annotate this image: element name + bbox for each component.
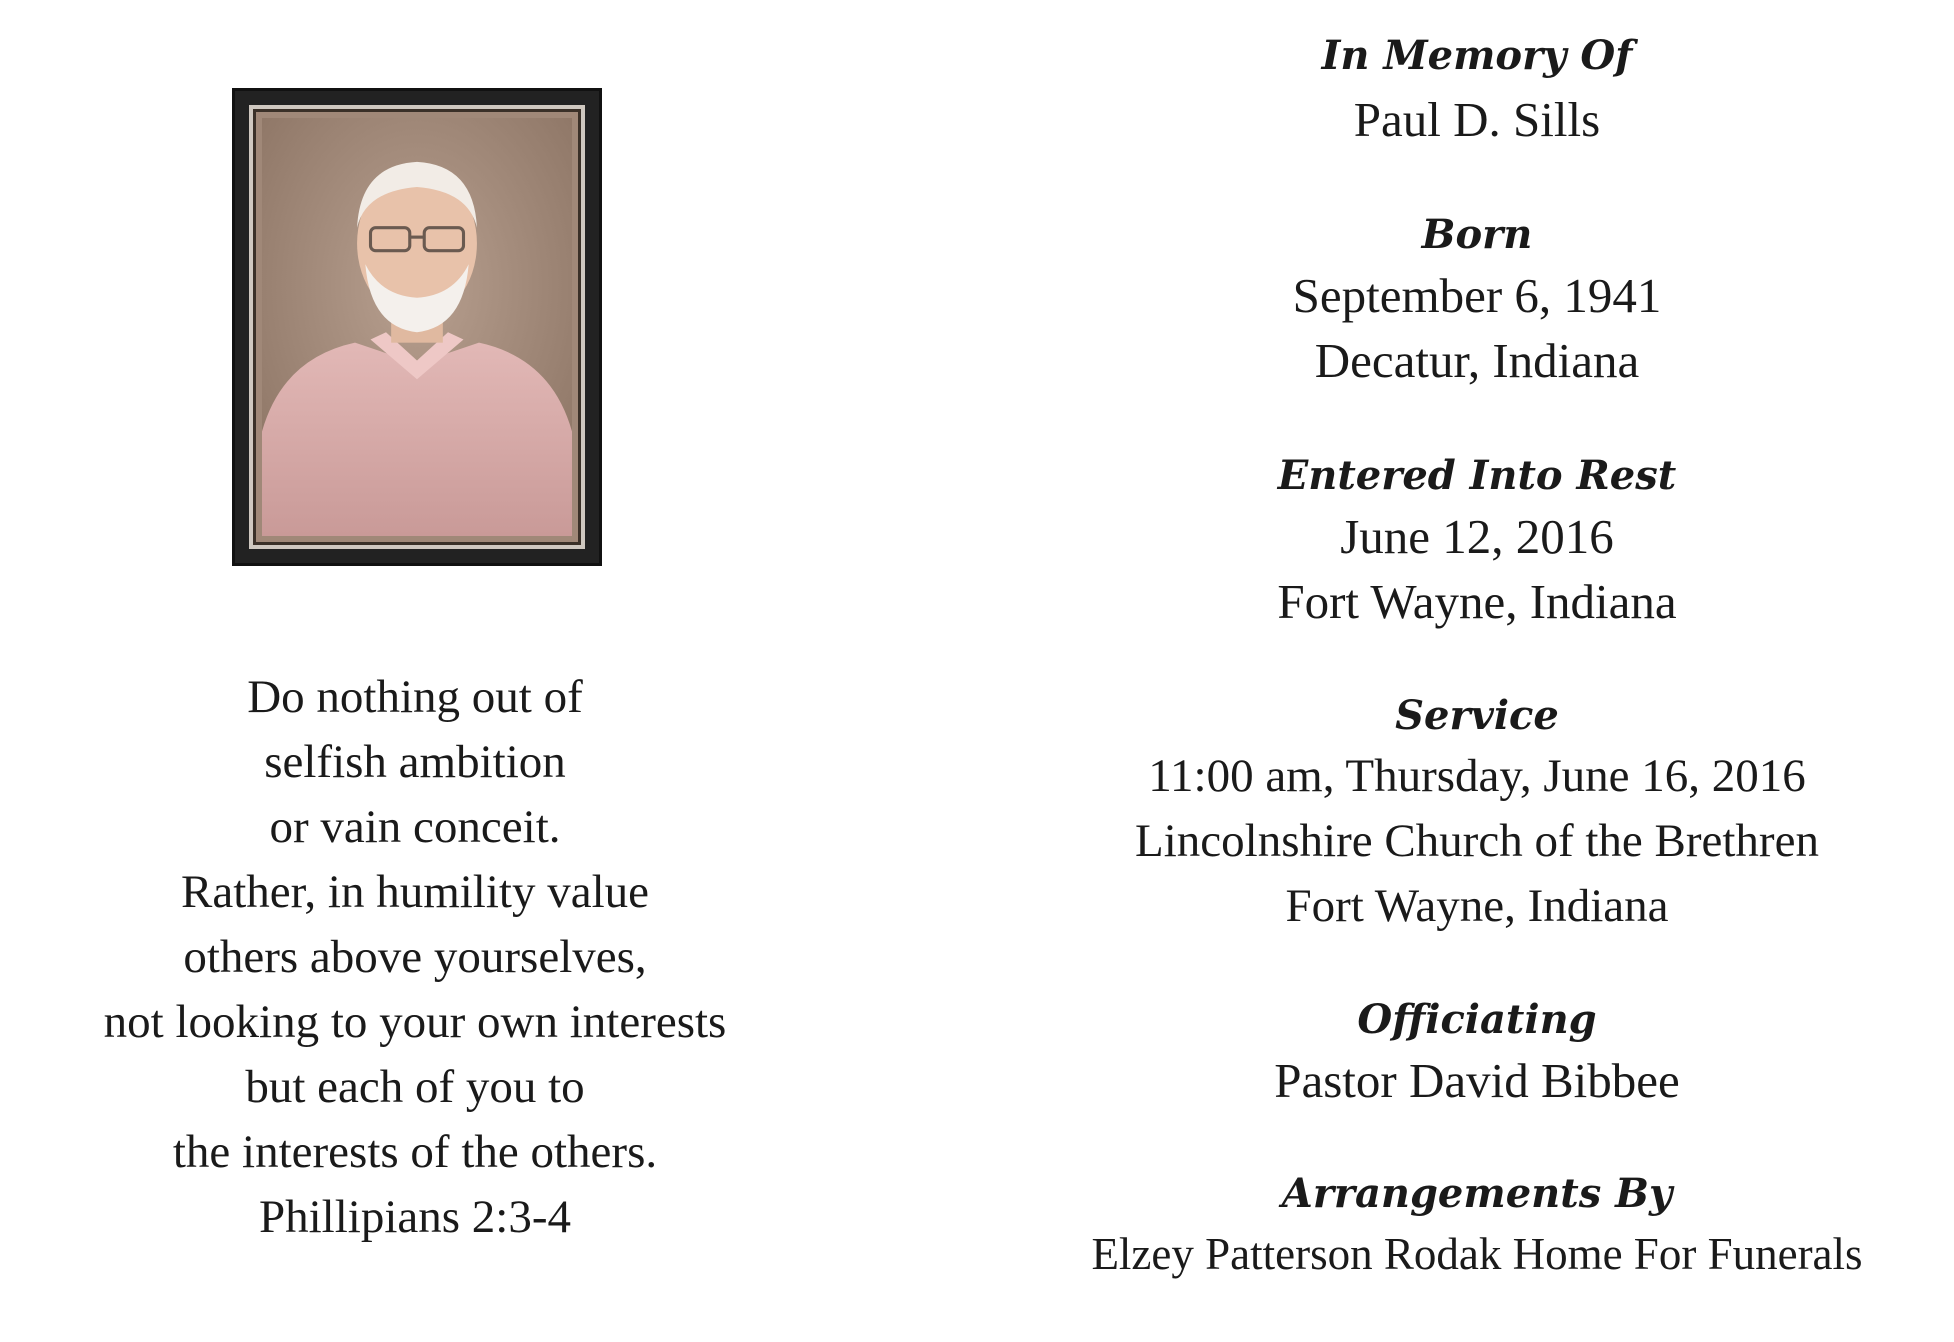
rest-place: Fort Wayne, Indiana	[1277, 574, 1677, 629]
right-panel	[1000, 0, 1954, 1342]
in-memory-heading: In Memory Of	[1321, 32, 1633, 79]
portrait-photo	[262, 118, 572, 536]
officiating-heading: Officiating	[1357, 996, 1597, 1043]
verse-line: the interests of the others.	[172, 1126, 658, 1178]
photo-frame	[232, 88, 602, 566]
deceased-name: Paul D. Sills	[1353, 92, 1601, 147]
verse-line: Rather, in humility value	[180, 866, 650, 918]
born-place: Decatur, Indiana	[1314, 333, 1640, 388]
service-time: 11:00 am, Thursday, June 16, 2016	[1148, 750, 1806, 802]
verse-line: selfish ambition	[264, 736, 566, 788]
arrangements-heading: Arrangements By	[1281, 1170, 1673, 1217]
verse-line: or vain conceit.	[269, 801, 561, 853]
verse-line: Do nothing out of	[247, 671, 583, 723]
verse-line: others above yourselves,	[183, 931, 647, 983]
photo-inner-border	[253, 109, 581, 545]
rest-heading: Entered Into Rest	[1277, 452, 1677, 499]
officiant-name: Pastor David Bibbee	[1274, 1053, 1680, 1108]
funeral-home: Elzey Patterson Rodak Home For Funerals	[1091, 1229, 1863, 1279]
verse-line: but each of you to	[245, 1061, 585, 1113]
scripture-verse	[0, 665, 830, 1250]
service-location: Lincolnshire Church of the Brethren	[1135, 815, 1819, 867]
verse-citation: Phillipians 2:3-4	[258, 1191, 572, 1243]
service-place: Fort Wayne, Indiana	[1285, 880, 1669, 932]
photo-mat	[249, 105, 585, 549]
service-heading: Service	[1395, 692, 1559, 739]
born-date: September 6, 1941	[1292, 268, 1662, 323]
left-panel	[0, 0, 830, 1342]
verse-line: not looking to your own interests	[103, 996, 727, 1048]
rest-date: June 12, 2016	[1340, 509, 1614, 564]
born-heading: Born	[1421, 211, 1533, 258]
